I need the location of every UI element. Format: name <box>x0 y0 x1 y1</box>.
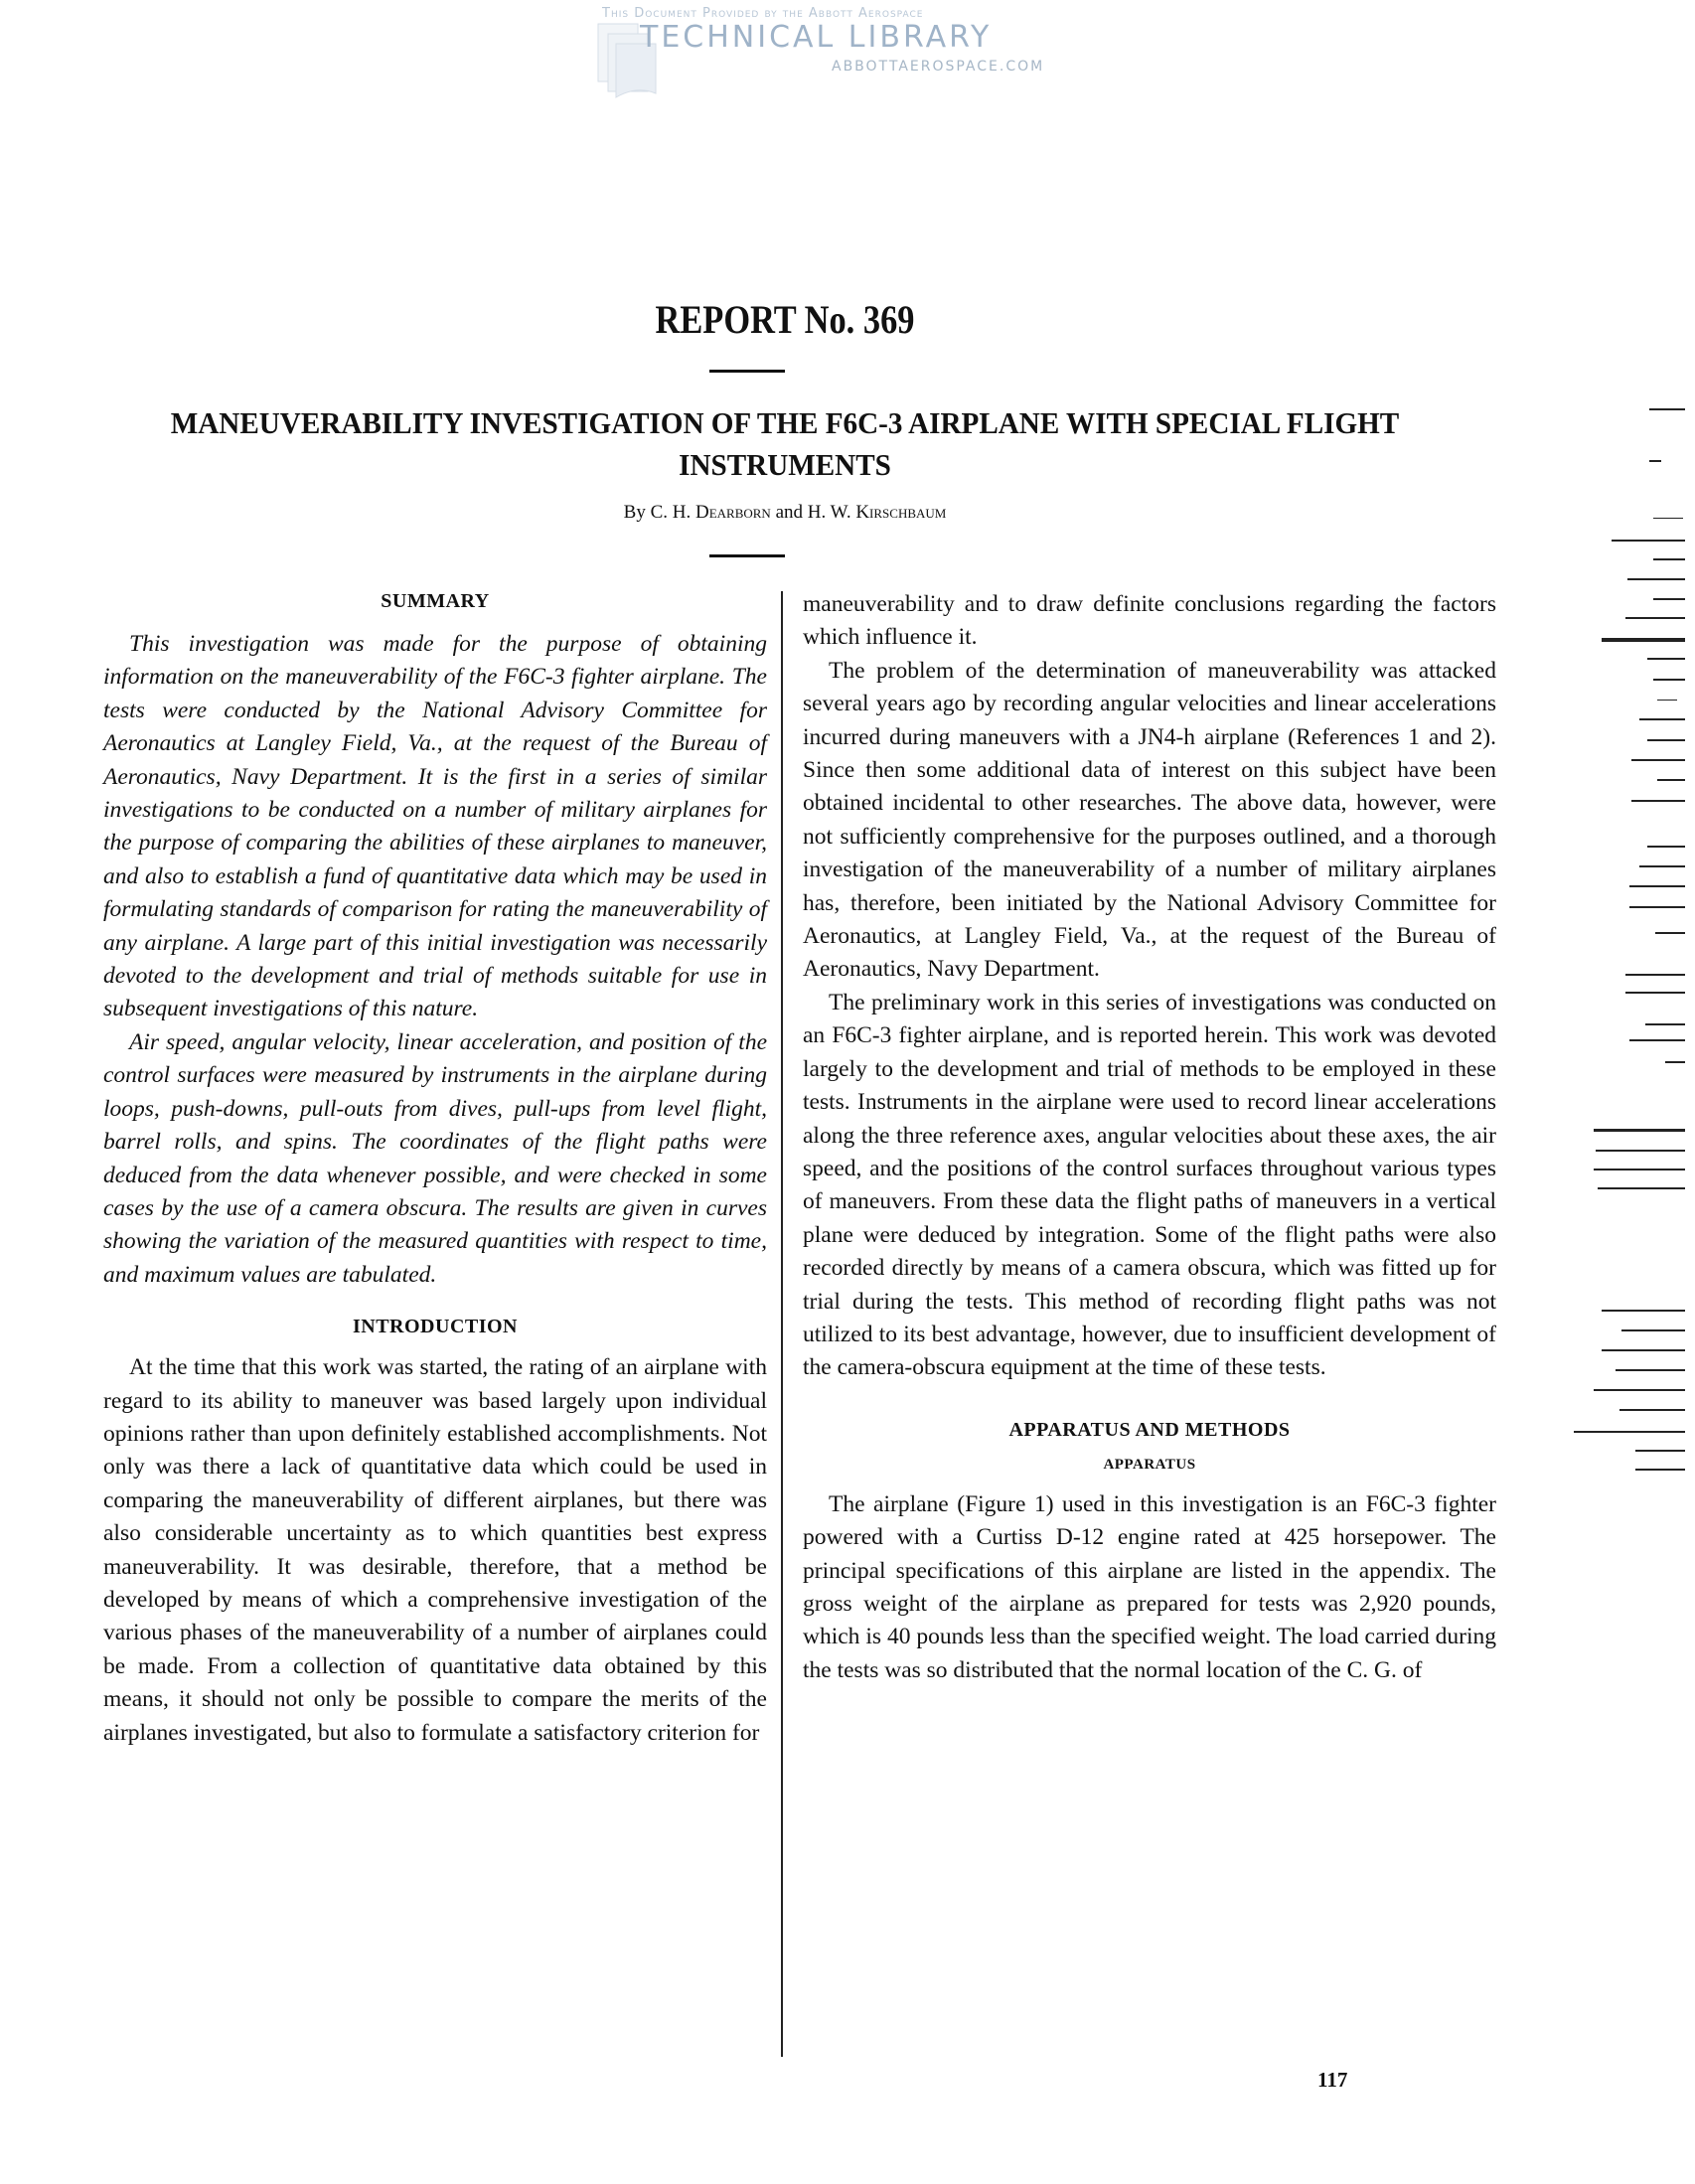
watermark-provided-by: This Document Provided by the Abbott Aerospace <box>602 6 924 21</box>
column-divider <box>781 591 783 2057</box>
watermark-url: ABBOTTAEROSPACE.COM <box>832 59 1045 75</box>
left-column <box>103 588 767 1750</box>
apparatus-subheading: APPARATUS <box>1103 1456 1196 1473</box>
byline-prefix: By <box>623 502 646 523</box>
header-rule-top <box>709 370 785 373</box>
watermark <box>596 4 1073 103</box>
apparatus-and-methods-heading: APPARATUS AND METHODS <box>1008 1418 1291 1441</box>
right-column <box>803 588 1496 1687</box>
margin-scan-marks <box>1550 378 1695 2146</box>
introduction-paragraph: The preliminary work in this series of investigations was conducted on an F6C-3 fighter airplane, and is reported herein. This work was devoted largely to the development and trial of methods to be employed in these tests. Instruments in the airplane were used to record linear accelerations along the three reference axes, angular velocities about these axes, the air speed, and the positions of the control surfaces throughout various types of maneuvers. From these data the flight paths of maneuvers in a vertical plane were deduced by integration. Some of the flight paths were also recorded directly by means of a camera obscura, which was fitted up for trial during the tests. This method of recording flight paths was not utilized to its best advantage, however, due to insufficient development of the camera-obscura equipment at the time of these tests. <box>803 989 1496 1381</box>
introduction-heading: INTRODUCTION <box>352 1316 519 1338</box>
introduction-paragraph-continued: maneuverability and to draw definite conclusions regarding the factors which influence it. <box>803 591 1496 651</box>
watermark-library-name: TECHNICAL LIBRARY <box>640 20 993 55</box>
introduction-paragraph: At the time that this work was started, the rating of an airplane with regard to its ability to maneuver was based largely upon individual opinions rather than upon definitely established accomplishments. Not only was there a lack of quantitative data which could be used in comparing the maneuverability of different airplanes, but there was also considerable uncertainty as to which quantities best express maneuverability. It was desirable, therefore, that a method be developed by means of which a comprehensive investigation of the various phases of the maneuverability of a number of airplanes could be made. From a collection of quantitative data obtained by this means, it should not only be possible to compare the merits of the airplanes investigated, but also to formulate a satisfactory criterion for <box>103 1354 767 1746</box>
apparatus-paragraph: The airplane (Figure 1) used in this investigation is an F6C-3 fighter powered with a Curtiss D-12 engine rated at 425 horsepower. The principal specifications of this airplane are listed in the appendix. The gross weight of the airplane as prepared for tests was 2,920 pounds, which is 40 pounds less than the specified weight. The load carried during the tests was so distributed that the normal location of the C. G. of <box>803 1490 1496 1683</box>
byline <box>0 502 1570 524</box>
summary-paragraph: Air speed, angular velocity, linear acceleration, and position of the control surfaces were measured by instruments in the airplane during loops, push-downs, pull-outs from dives, pull-ups from level flight, barrel rolls, and spins. The coordinates of the flight paths were deduced from the data whenever possible, and were checked in some cases by the use of a camera obscura. The results are given in curves showing the variation of the measured quantities with respect to time, and maximum values are tabulated. <box>103 1028 767 1288</box>
report-number: REPORT No. 369 <box>655 297 915 342</box>
author-1: C. H. Dearborn <box>650 502 771 523</box>
header-rule-bottom <box>709 554 785 557</box>
summary-heading: SUMMARY <box>381 590 490 612</box>
page-number: 117 <box>1317 2068 1348 2092</box>
report-title: MANEUVERABILITY INVESTIGATION OF THE F6C-3 AIRPLANE WITH SPECIAL FLIGHT INSTRUMENTS <box>170 405 1400 482</box>
author-2: H. W. Kirschbaum <box>807 502 947 523</box>
introduction-paragraph: The problem of the determination of maneuverability was attacked several years ago by recording angular velocities and linear accelerations incurred during maneuvers with a JN4-h airplane (References 1 and 2). Since then some additional data of interest on this subject have been obtained incidental to other researches. The above data, however, were not sufficiently comprehensive for the purposes outlined, and a thorough investigation of the maneuverability of a number of military airplanes has, therefore, been initiated by the National Advisory Committee for Aeronautics, at Langley Field, Va., at the request of the Bureau of Aeronautics, Navy Department. <box>803 657 1496 983</box>
byline-and: and <box>775 502 803 523</box>
summary-paragraph: This investigation was made for the purpose of obtaining information on the maneuverability of the F6C-3 fighter airplane. The tests were conducted by the National Advisory Committee for Aeronautics at Langley Field, Va., at the request of the Bureau of Aeronautics, Navy Department. It is the first in a series of similar investigations to be conducted on a number of military airplanes for the purpose of comparing the abilities of these airplanes to maneuver, and also to establish a fund of quantitative data which may be used in formulating standards of comparison for rating the maneuverability of any airplane. A large part of this initial investigation was necessarily devoted to the development and trial of methods suitable for use in subsequent investigations of this nature. <box>103 631 767 1022</box>
